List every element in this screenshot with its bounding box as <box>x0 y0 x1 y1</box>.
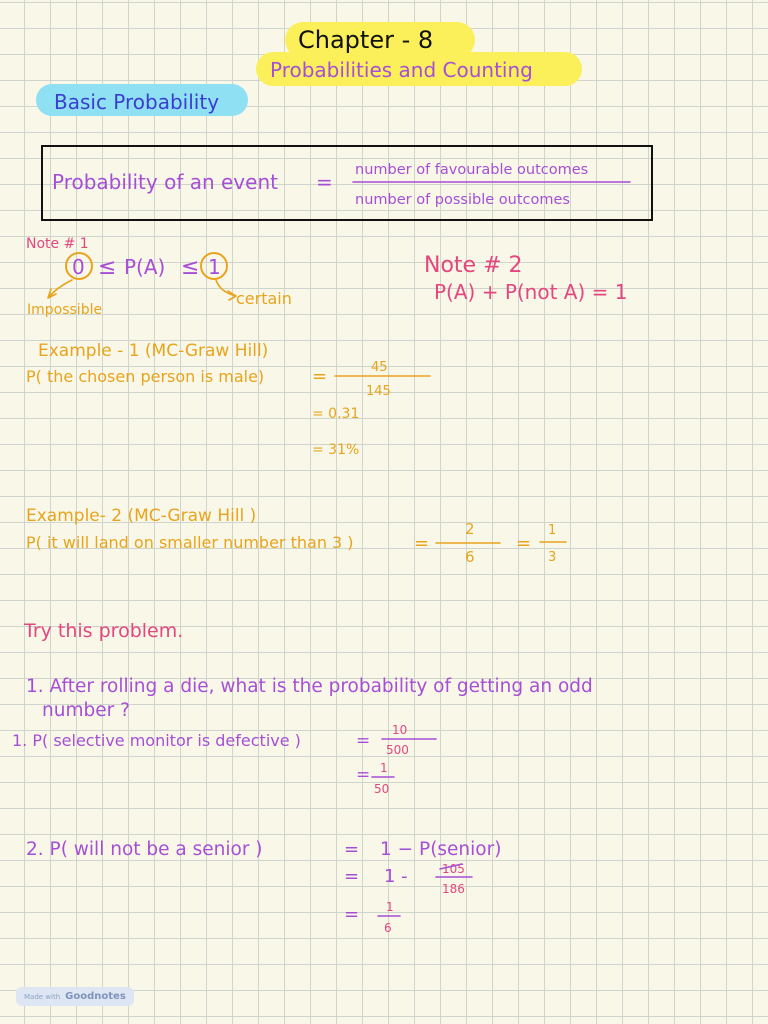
made-with-label: Made with <box>24 992 61 1001</box>
impossible-arrow <box>48 280 72 298</box>
example2-numerator2: 1 <box>548 523 557 538</box>
try-heading: Try this problem. <box>24 620 184 642</box>
answer2-one: 1 - <box>384 866 408 887</box>
example1-step3: = 31% <box>312 442 360 458</box>
example2-numerator: 2 <box>465 520 475 538</box>
answer1-numerator2: 1 <box>380 761 388 775</box>
example2-denominator: 6 <box>465 548 475 566</box>
section-heading: Basic Probability <box>54 90 220 114</box>
example2-denominator2: 3 <box>548 550 557 565</box>
answer2-numerator: 105 <box>442 862 465 876</box>
example2-equals2: = <box>516 533 532 554</box>
answer1-denominator: 500 <box>386 743 409 757</box>
definition-denominator: number of possible outcomes <box>355 192 570 208</box>
note1-leq-left: ≤ <box>98 255 117 280</box>
answer2-denominator: 186 <box>442 882 465 896</box>
note2-formula: P(A) + P(not A) = 1 <box>434 280 628 304</box>
definition-numerator: number of favourable outcomes <box>355 162 589 178</box>
note1-label: Note # 1 <box>26 236 89 252</box>
example1-equals: = <box>312 366 328 387</box>
answer1-expression: 1. P( selective monitor is defective ) <box>12 731 301 750</box>
answer2-equals3: = <box>344 904 360 925</box>
note2-label: Note # 2 <box>424 253 523 278</box>
example1-numerator: 45 <box>371 360 388 375</box>
note1-zero: 0 <box>72 255 85 279</box>
goodnotes-badge <box>16 987 134 1006</box>
note1-leq-right: ≤ <box>181 255 200 280</box>
answer2-numerator3: 1 <box>386 900 394 914</box>
note1-pa: P(A) <box>124 255 166 279</box>
example2-expression: P( it will land on smaller number than 3 ) <box>26 533 354 552</box>
example2-title: Example- 2 (MC-Graw Hill ) <box>26 506 257 526</box>
answer2-equals: = <box>344 839 360 860</box>
answer1-numerator: 10 <box>392 723 408 737</box>
note1-one: 1 <box>208 255 221 279</box>
question1-line2: number ? <box>42 700 130 721</box>
example2-equals: = <box>414 533 430 554</box>
answer1-denominator2: 50 <box>374 782 390 796</box>
answer2-expression: 2. P( will not be a senior ) <box>26 839 263 860</box>
certain-arrow <box>216 280 236 300</box>
example1-step2: = 0.31 <box>312 406 360 422</box>
chapter-subtitle: Probabilities and Counting <box>270 58 533 82</box>
chapter-title: Chapter - 8 <box>298 26 434 54</box>
answer2-denominator3: 6 <box>384 921 392 935</box>
question1-line1: 1. After rolling a die, what is the probability of getting an odd <box>26 676 593 697</box>
answer1-equals: = <box>356 731 371 751</box>
answer1-equals2: = <box>356 765 371 785</box>
impossible-label: Impossible <box>27 302 103 318</box>
example1-denominator: 145 <box>366 384 391 399</box>
goodnotes-brand: Goodnotes <box>65 991 126 1002</box>
definition-equals: = <box>316 170 333 194</box>
example1-expression: P( the chosen person is male) <box>26 367 265 386</box>
definition-left: Probability of an event <box>52 170 278 194</box>
answer2-rhs: 1 − P(senior) <box>380 839 502 860</box>
certain-label: certain <box>236 289 292 308</box>
answer2-equals2: = <box>344 866 360 887</box>
example1-title: Example - 1 (MC-Graw Hill) <box>38 341 269 361</box>
